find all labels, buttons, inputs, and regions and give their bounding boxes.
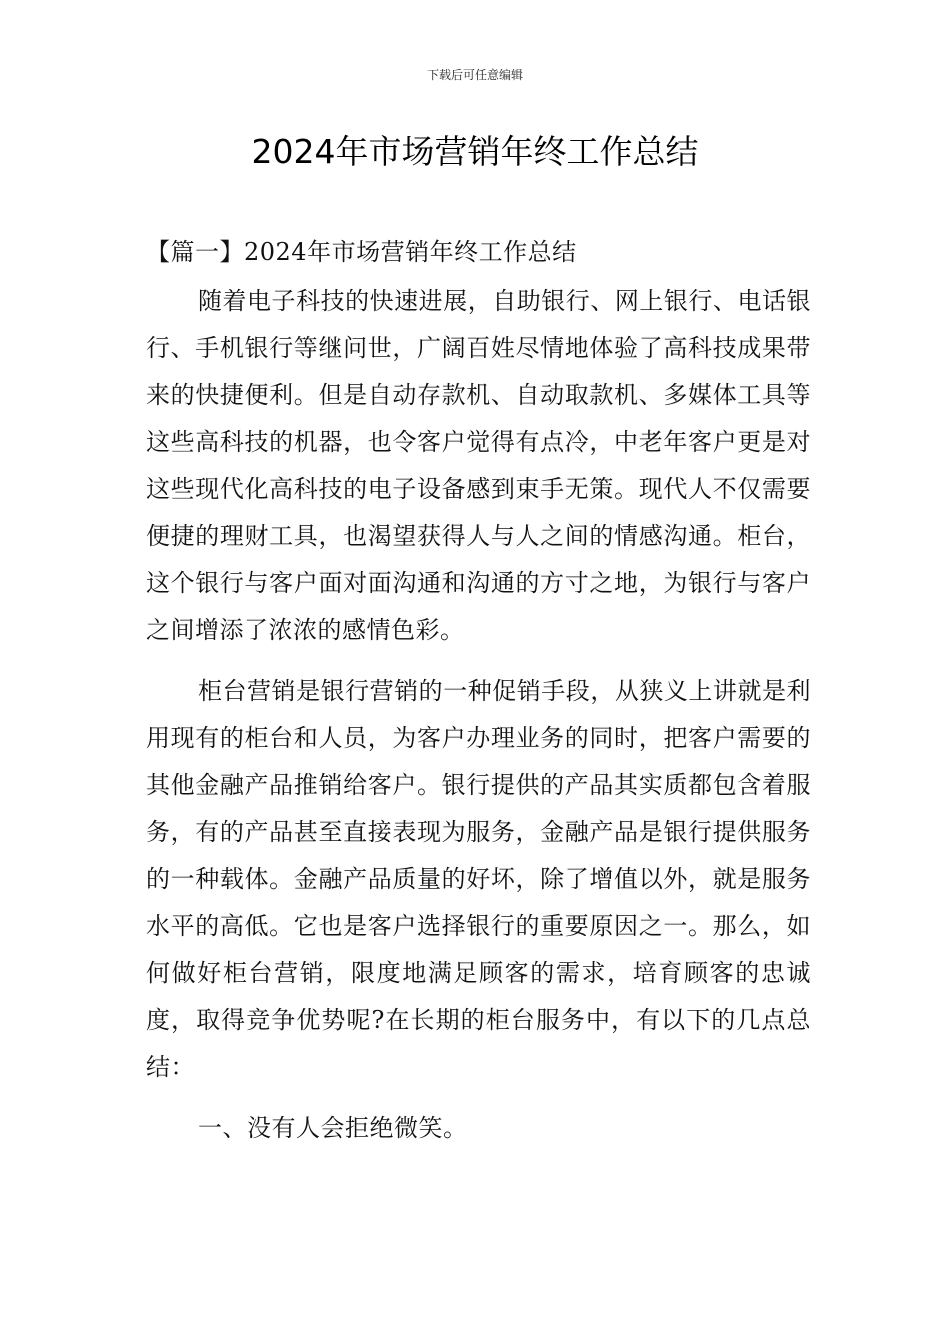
document-title: 2024年市场营销年终工作总结 xyxy=(251,132,699,171)
paragraph-1: 随着电子科技的快速进展，自助银行、网上银行、电话银行、手机银行等继问世，广阔百姓尽情地体验了高科技成果带来的快捷便利。但是自动存款机、自动取款机、多媒体工具等这些高科技的机器，也令客户觉得有点冷，中老年客户更是对这些现代化高科技的电子设备感到束手无策。现代人不仅需要便捷的理财工具，也渴望获得人与人之间的情感沟通。柜台，这个银行与客户面对面沟通和沟通的方寸之地，为银行与客户之间增添了浓浓的感情色彩。 xyxy=(146,287,811,644)
document-body xyxy=(146,229,811,1152)
header-note: 下载后可任意编辑 xyxy=(426,68,523,82)
section-heading: 【篇一】2024年市场营销年终工作总结 xyxy=(146,238,577,266)
paragraph-3: 一、没有人会拒绝微笑。 xyxy=(198,1114,468,1142)
paragraph-2: 柜台营销是银行营销的一种促销手段，从狭义上讲就是利用现有的柜台和人员，为客户办理业务的同时，把客户需要的其他金融产品推销给客户。银行提供的产品其实质都包含着服务，有的产品甚至直接表现为服务，金融产品是银行提供服务的一种载体。金融产品质量的好坏，除了增值以外，就是服务水平的高低。它也是客户选择银行的重要原因之一。那么，如何做好柜台营销，限度地满足顾客的需求，培育顾客的忠诚度，取得竞争优势呢?在长期的柜台服务中，有以下的几点总结： xyxy=(146,677,811,1081)
